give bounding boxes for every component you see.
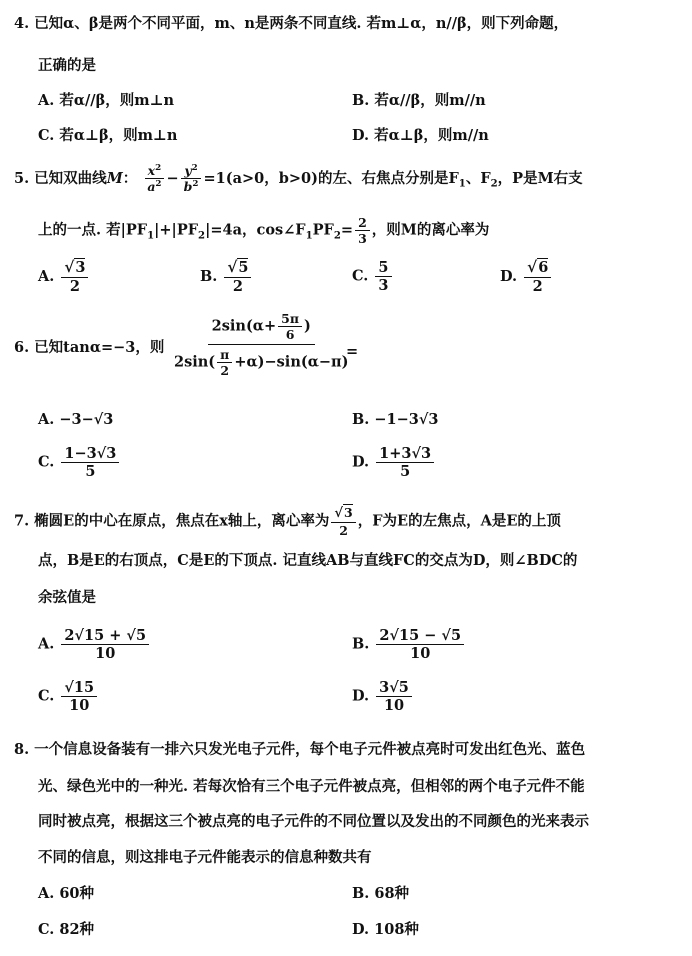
q5-l2-sub1: 1 [147, 229, 155, 242]
q5-f1-sub: 1 [458, 177, 466, 190]
q7-e-frac: $\frac{√3}{2}$ [331, 506, 355, 537]
q6-num-close: ) [303, 317, 311, 335]
q7-option-a [38, 628, 151, 661]
q5-colon: ： [122, 169, 138, 187]
q6-option-c [38, 446, 121, 479]
q5-a-den: 2 [69, 277, 80, 295]
q7-b-den: 10 [410, 645, 431, 663]
q6-den-b: +α)−sin(α−π) [234, 353, 349, 371]
q7-a-num: 2√15 + √5 [61, 628, 149, 645]
q5-b-rad: 5 [238, 259, 249, 276]
q5-l2f: ，则M的离心率为 [371, 221, 490, 239]
q5-cos-frac [355, 216, 370, 245]
q5-l2e: = [340, 221, 354, 239]
q6-den-a: 2sin( [174, 353, 216, 371]
q5-a-label: A. [38, 268, 55, 286]
q7-c-label: C. [38, 687, 55, 705]
q6-c-frac [61, 446, 119, 479]
q5-c-frac [375, 260, 391, 293]
q6-stem-pre: 6. 已知tanα=−3，则 [14, 339, 165, 356]
q5-a-sq: 2 [155, 179, 162, 190]
q7-option-c [38, 680, 99, 713]
q4-option-d: D. 若α⊥β，则m//n [352, 127, 489, 144]
q5-cos-den: 3 [358, 231, 367, 247]
q8-stem-line4: 不同的信息，则这排电子元件能表示的信息种数共有 [38, 849, 372, 866]
q5-l2c: |=4a，cos∠F [205, 221, 306, 239]
q7-e-den: 2 [339, 522, 348, 538]
q6-num-text: 2sin(α+ [211, 317, 277, 335]
q7-c-num: √15 [61, 680, 97, 697]
q7-b-num: 2√15 − √5 [376, 628, 464, 645]
q7-l1b: ，F为E的左焦点，A是E的上顶 [357, 512, 561, 530]
q6-equals: = [346, 343, 359, 360]
q5-b-label: B. [200, 268, 218, 286]
q5-y: y [184, 163, 192, 179]
q7-a-frac [61, 628, 149, 661]
q5-l2-sub2: 2 [198, 229, 206, 242]
q5-m: M [106, 169, 123, 187]
q5-x-frac [144, 164, 164, 194]
q6-option-a: A. −3−√3 [38, 411, 114, 428]
q7-d-frac [376, 680, 412, 713]
q5-option-c [352, 260, 394, 293]
q8-stem-line2: 光、绿色光中的一种光. 若每次恰有三个电子元件被点亮，但相邻的两个电子元件不能 [38, 778, 585, 795]
q6-c-den: 5 [85, 463, 96, 481]
q5-l2b: |+|PF [154, 221, 199, 239]
q5-c-label: C. [352, 267, 369, 285]
q5-y-frac [181, 164, 202, 194]
q6-option-b: B. −1−3√3 [352, 411, 439, 428]
q5-a: a [147, 179, 156, 195]
q6-den-frac-n: π [217, 348, 232, 363]
q7-a-den: 10 [95, 645, 116, 663]
q6-c-num: 1−3√3 [61, 446, 119, 463]
q5-mid: 、F [465, 169, 491, 187]
q7-option-b [352, 628, 466, 661]
q6-num-frac-d: 6 [285, 327, 295, 343]
q7-stem-line1 [14, 506, 561, 537]
q5-stem-line2 [38, 216, 489, 245]
q7-c-frac [61, 680, 97, 713]
q4-option-b: B. 若α//β，则m//n [352, 92, 486, 109]
q5-b-sq: 2 [192, 179, 199, 190]
q6-c-label: C. [38, 453, 55, 471]
q5-post: ，P是M右支 [497, 169, 583, 187]
q5-eq: =1(a>0，b>0)的左、右焦点分别是F [203, 169, 459, 187]
q6-num-frac-n: 5π [278, 312, 302, 327]
q5-l2-sub3: 1 [305, 229, 313, 242]
q7-stem-line2: 点，B是E的右顶点，C是E的下顶点. 记直线AB与直线FC的交点为D，则∠BDC的 [38, 552, 578, 569]
q5-x: x [147, 163, 156, 179]
q5-a-rad: 3 [75, 259, 86, 276]
q7-b-label: B. [352, 635, 370, 653]
q4-option-c: C. 若α⊥β，则m⊥n [38, 127, 178, 144]
q5-option-a [38, 260, 90, 294]
q8-option-a: A. 60种 [38, 885, 95, 902]
q8-option-b: B. 68种 [352, 885, 410, 902]
q6-numerator [208, 312, 315, 345]
q6-den-frac-d: 2 [220, 363, 230, 379]
q5-y-sq: 2 [191, 163, 198, 173]
q5-a-frac: $\frac{√3}{2}$ [61, 260, 88, 294]
q5-stem-line1: 5. 已知双曲线M： $\frac{x^2}{a^2}$ − $\frac{y^2}{b^2}$ =1(a>0，b>0)的左、右焦点分别是$F_1$、$F_2$，P是M右支 [14, 163, 583, 195]
q7-b-frac [376, 628, 464, 661]
q7-a-label: A. [38, 635, 55, 653]
q5-l2d: PF [312, 221, 334, 239]
q8-option-c: C. 82种 [38, 921, 95, 938]
q5-c-num: 5 [375, 260, 391, 277]
q6-denominator [174, 345, 349, 377]
q5-d-frac: $\frac{√6}{2}$ [524, 260, 551, 294]
q5-x-sq: 2 [155, 163, 162, 173]
q6-big-fraction [174, 312, 349, 378]
q6-option-d [352, 446, 436, 479]
q5-b-den: 2 [232, 277, 243, 295]
q7-option-d [352, 680, 414, 713]
q5-f2-sub: 2 [490, 177, 498, 190]
q5-cos-num: 2 [355, 216, 370, 231]
q5-option-d [500, 260, 553, 294]
q7-stem-line3: 余弦值是 [38, 589, 96, 606]
q4-stem-line1: 4. 已知α、β是两个不同平面，m、n是两条不同直线. 若m⊥α，n//β，则下列命题， [14, 15, 569, 32]
q5-b: b [183, 179, 193, 195]
q4-stem-line2: 正确的是 [38, 57, 96, 74]
q6-d-den: 5 [400, 463, 411, 481]
q8-stem-line1: 8. 一个信息设备装有一排六只发光电子元件，每个电子元件被点亮时可发出红色光、蓝色 [14, 741, 586, 758]
q5-pre: 5. 已知双曲线 [14, 169, 107, 187]
q6-d-label: D. [352, 453, 370, 471]
q6-d-frac [376, 446, 434, 479]
q7-d-num: 3√5 [376, 680, 412, 697]
q6-d-num: 1+3√3 [376, 446, 434, 463]
q7-c-den: 10 [69, 697, 90, 715]
q7-d-den: 10 [383, 697, 405, 715]
q5-b-frac: $\frac{√5}{2}$ [224, 260, 251, 294]
q8-stem-line3: 同时被点亮，根据这三个被点亮的电子元件的不同位置以及发出的不同颜色的光来表示 [38, 813, 589, 830]
q5-d-rad: 6 [538, 259, 549, 276]
q7-e-rad: 3 [344, 505, 353, 520]
q7-d-label: D. [352, 687, 370, 705]
q8-option-d: D. 108种 [352, 921, 419, 938]
q6-num-frac [278, 312, 302, 341]
q5-d-label: D. [500, 268, 518, 286]
q5-l2-sub4: 2 [333, 229, 341, 242]
q5-d-den: 2 [532, 277, 543, 295]
q6-den-frac [217, 348, 232, 377]
q5-l2a: 上的一点. 若|PF [38, 221, 148, 239]
q7-l1a: 7. 椭圆E的中心在原点，焦点在x轴上，离心率为 [14, 512, 330, 530]
q4-option-a: A. 若α//β，则m⊥n [38, 92, 175, 109]
q5-c-den: 3 [378, 277, 389, 295]
q5-option-b [200, 260, 253, 294]
